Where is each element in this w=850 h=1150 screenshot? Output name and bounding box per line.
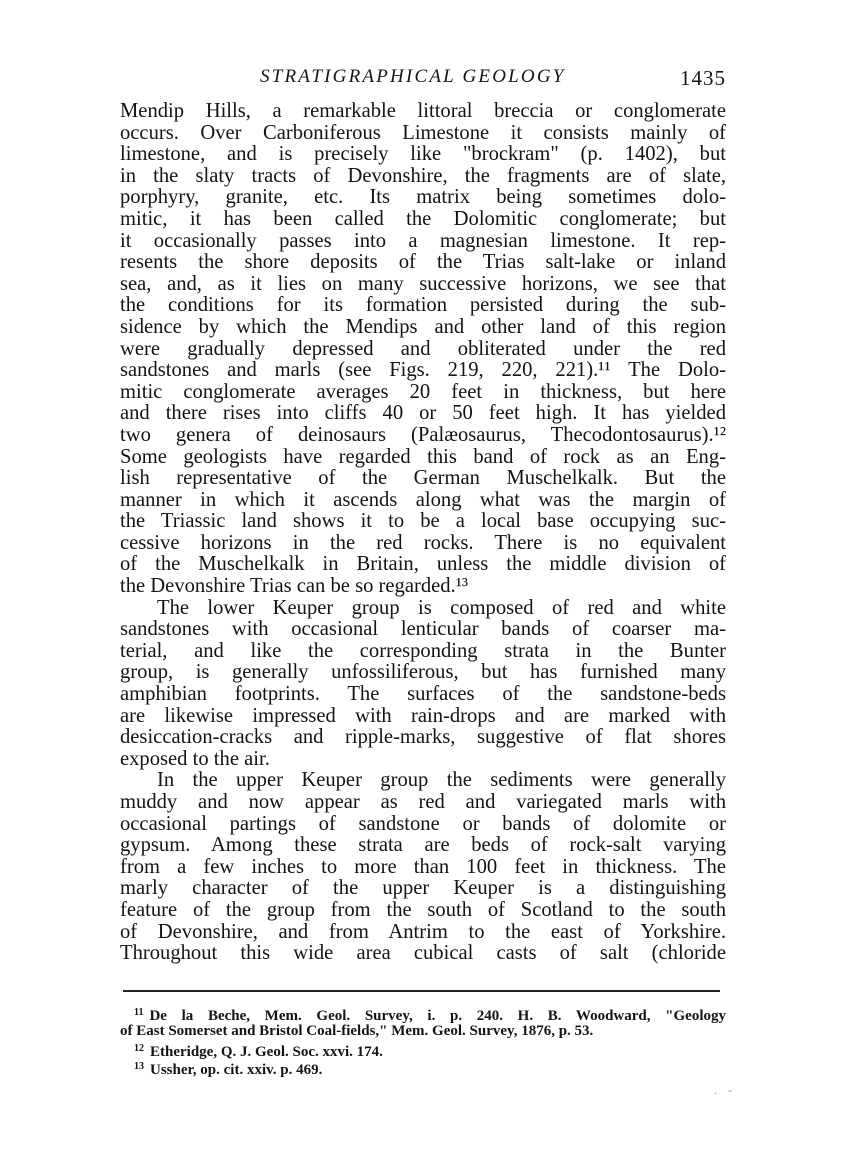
text-line: of the Muschelkalk in Britain, unless the middle division of <box>120 553 726 576</box>
text-line: the conditions for its formation persisted during the sub- <box>120 294 726 317</box>
footnote-line <box>120 1022 726 1040</box>
footnote-line <box>120 1040 726 1058</box>
text-line: sea, and, as it lies on many successive horizons, we see that <box>120 272 726 295</box>
text-line: from a few inches to more than 100 feet in thickness. The <box>120 855 726 878</box>
text-line: sandstones and marls (see Figs. 219, 220, 221).¹¹ The Dolo- <box>120 359 726 382</box>
text-line: terial, and like the corresponding strata in the Bunter <box>120 639 726 662</box>
text-line: in the slaty tracts of Devonshire, the fragments are of slate, <box>120 164 726 187</box>
text-line: feature of the group from the south of Scotland to the south <box>120 898 726 921</box>
text-line: resents the shore deposits of the Trias salt-lake or inland <box>120 251 726 274</box>
text-line: muddy and now appear as red and variegated marls with <box>120 791 726 813</box>
text-line: it occasionally passes into a magnesian limestone. It rep- <box>120 229 726 252</box>
footnote-text: De la Beche, Mem. Geol. Survey, i. p. 240. H. B. Woodward, "Geology <box>149 1008 726 1024</box>
text-line: In the upper Keuper group the sediments were generally <box>157 769 726 792</box>
footnote-number: 12 <box>134 1043 144 1054</box>
footnote-line <box>120 1058 726 1076</box>
text-line: manner in which it ascends along what was the margin of <box>120 488 726 511</box>
footnote-text: Etheridge, Q. J. Geol. Soc. xxvi. 174. <box>150 1044 383 1060</box>
footnote-number: 13 <box>134 1061 144 1072</box>
text-line: group, is generally unfossiliferous, but has furnished many <box>120 661 726 684</box>
footnote-rule <box>123 990 720 992</box>
text-line: were gradually depressed and obliterated under the red <box>120 337 726 360</box>
text-line: mitic conglomerate averages 20 feet in thickness, but here <box>120 380 726 403</box>
footnotes <box>120 1004 726 1076</box>
text-line: Some geologists have regarded this band of rock as an Eng- <box>120 445 726 468</box>
text-line: limestone, and is precisely like "brockram" (p. 1402), but <box>120 143 726 166</box>
text-line: exposed to the air. <box>120 747 270 770</box>
text-line: sidence by which the Mendips and other land of this region <box>120 315 726 338</box>
text-line: cessive horizons in the red rocks. There is no equivalent <box>120 531 726 554</box>
text-line: The lower Keuper group is composed of red and white <box>157 596 726 619</box>
text-line: mitic, it has been called the Dolomitic conglomerate; but <box>120 207 726 230</box>
text-line: sandstones with occasional lenticular bands of coarser ma- <box>120 618 726 641</box>
page-number: 1435 <box>680 66 726 90</box>
text-line: the Devonshire Trias can be so regarded.¹³ <box>120 575 469 598</box>
page-header <box>120 66 726 92</box>
text-line: occasional partings of sandstone or bands of dolomite or <box>120 812 726 835</box>
text-line: are likewise impressed with rain-drops and are marked with <box>120 704 726 727</box>
footnote-number: 11 <box>134 1007 144 1018</box>
text-line: and there rises into cliffs 40 or 50 feet high. It has yielded <box>120 402 726 425</box>
running-head: STRATIGRAPHICAL GEOLOGY <box>260 66 566 87</box>
footnote-text: of East Somerset and Bristol Coal-fields," Mem. Geol. Survey, 1876, p. 53. <box>120 1023 594 1039</box>
text-line: of Devonshire, and from Antrim to the east of Yorkshire. <box>120 920 726 943</box>
text-line: marly character of the upper Keuper is a distinguishing <box>120 877 726 900</box>
text-line: Mendip Hills, a remarkable littoral breccia or conglomerate <box>120 100 726 122</box>
text-line: gypsum. Among these strata are beds of rock-salt varying <box>120 834 726 857</box>
print-smudge-mark: . - <box>714 1083 736 1097</box>
text-line: the Triassic land shows it to be a local base occupying suc- <box>120 510 726 533</box>
text-line: porphyry, granite, etc. Its matrix being sometimes dolo- <box>120 186 726 209</box>
text-line: lish representative of the German Muschelkalk. But the <box>120 467 726 490</box>
text-line: desiccation-cracks and ripple-marks, suggestive of flat shores <box>120 726 726 749</box>
body-text <box>120 101 726 965</box>
text-line: occurs. Over Carboniferous Limestone it consists mainly of <box>120 121 726 144</box>
footnote-text: Ussher, op. cit. xxiv. p. 469. <box>150 1062 323 1078</box>
text-line: Throughout this wide area cubical casts of salt (chloride <box>120 942 726 965</box>
text-line: two genera of deinosaurs (Palæosaurus, Thecodontosaurus).¹² <box>120 423 726 446</box>
footnote-line <box>120 1004 726 1022</box>
text-line: amphibian footprints. The surfaces of the sandstone-beds <box>120 683 726 706</box>
